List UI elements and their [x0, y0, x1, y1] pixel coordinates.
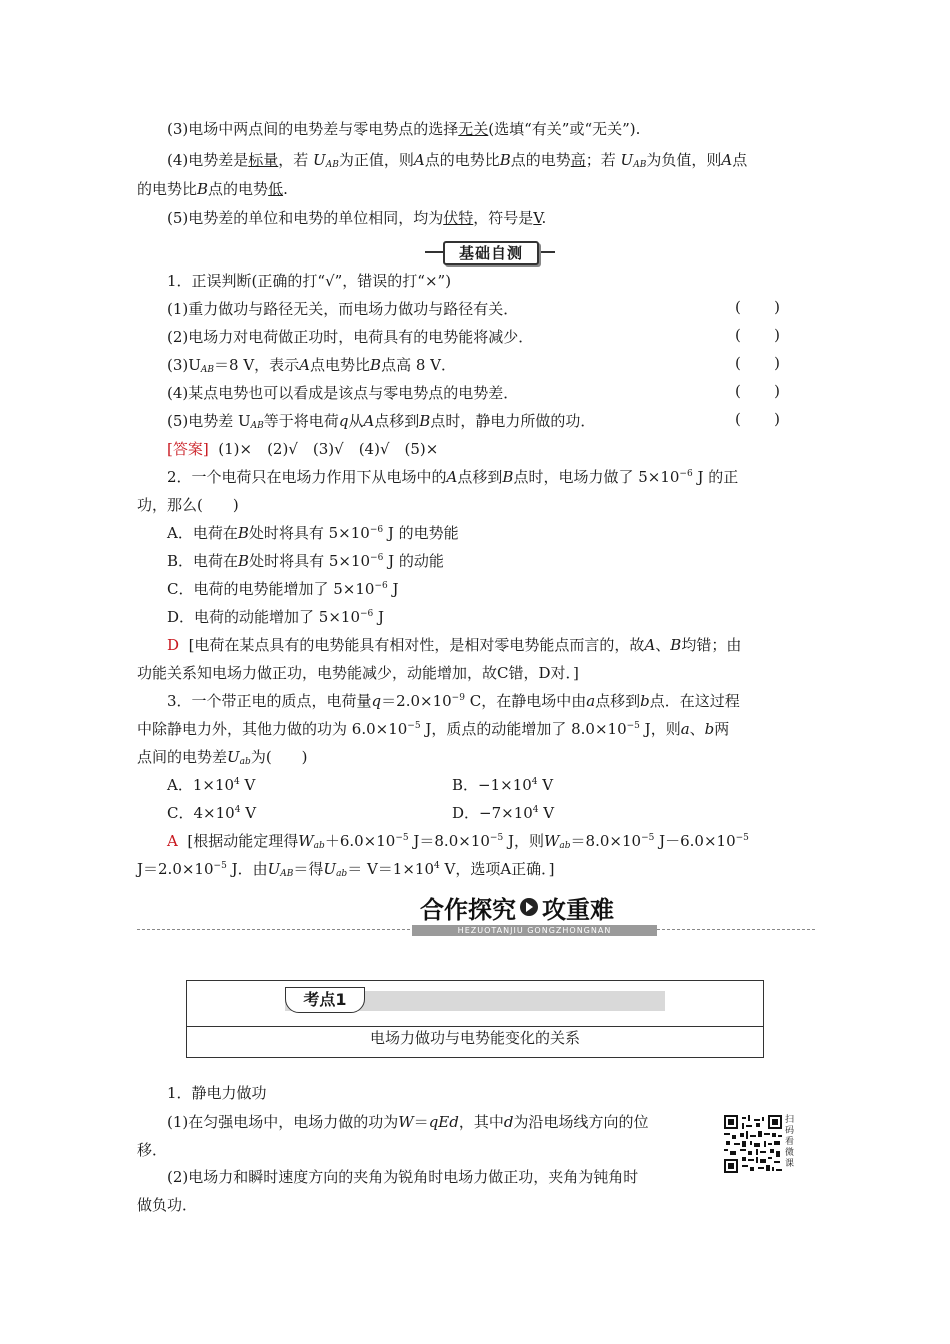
bottom-para-2-line2: 做负功． [137, 1196, 198, 1214]
key-point-tab: 考点1 [285, 987, 365, 1013]
arrow-icon [520, 898, 538, 916]
q3-stem-line3: 点间的电势差$U_{ab}$为( ) [137, 748, 308, 767]
answer-label: [答案] [167, 440, 209, 458]
q2-option-d: D．电荷的动能增加了 $5\times 10^{-6}$ J [167, 608, 385, 626]
q3-explanation-line1: A [根据动能定理得$W_{ab}+6.0\times 10^{-5}$ $J=8.0\times 10^{-5}$ J，则$W_{ab}=8.0\times 10^{-5}$ $J-6.0\times 10^{-5}$ [167, 832, 749, 851]
para-3: (3)电场中两点间的电势差与零电势点的选择无关(选填“有关”或“无关”). [167, 120, 641, 138]
q1-stem: 1．正误判断(正确的打“√”，错误的打“×”) [167, 272, 452, 290]
q3-stem-line2: 中除静电力外，其他力做的功为 $6.0\times 10^{-5}$ J，质点的动能增加了 $8.0\times 10^{-5}$ J，则a、b两 [137, 720, 730, 738]
q1-item-5-paren: ( ) [735, 410, 780, 428]
q3-option-b: B．$-1\times 10^4$ V [452, 776, 554, 794]
q1-item-1: (1)重力做功与路径无关，而电场力做功与路径有关． [167, 300, 519, 318]
cooperative-inquiry-banner [420, 892, 614, 922]
bottom-para-1-line1: (1)在匀强电场中，电场力做的功为W＝qEd，其中d为沿电场线方向的位 [167, 1113, 649, 1131]
bottom-para-1-line2: 移． [137, 1141, 168, 1159]
para-4-line2: 的电势比B点的电势低. [137, 180, 288, 198]
bottom-para-2-line1: (2)电场力和瞬时速度方向的夹角为锐角时电场力做正功，夹角为钝角时 [167, 1168, 639, 1186]
para-4-line1: (4)电势差是标量，若 $U_{AB}$为正值，则A点的电势比B点的电势高；若 $U_{AB}$为负值，则A点 [167, 151, 748, 170]
q1-item-5: (5)电势差 $U_{AB}$等于将电荷q从A点移到B点时，静电力所做的功． [167, 412, 596, 431]
banner-left-text: 合作探究 [420, 895, 516, 924]
self-test-banner [425, 241, 555, 263]
q3-option-d: D．$-7\times 10^4$ V [452, 804, 555, 822]
q2-explanation-line2: 功能关系知电场力做正功，电势能减少，动能增加，故C错，D对．] [137, 664, 579, 682]
qr-code-icon[interactable] [724, 1115, 782, 1173]
q2-stem-line2: 功，那么( ) [137, 496, 239, 514]
self-test-banner-label: 基础自测 [443, 241, 539, 265]
q1-answer: [答案] (1)× (2)√ (3)√ (4)√ (5)× [167, 440, 439, 458]
section-heading-1: 1．静电力做功 [167, 1084, 267, 1102]
q2-stem-line1: 2．一个电荷只在电场力作用下从电场中的A点移到B点时，电场力做了 $5\times 10^{-6}$ J 的正 [167, 468, 739, 486]
q2-option-a: A．电荷在B处时将具有 $5\times 10^{-6}$ J 的电势能 [167, 524, 459, 542]
q3-option-c: C．$4\times 10^4$ V [167, 804, 257, 822]
q1-item-1-paren: ( ) [735, 298, 780, 316]
q2-option-b: B．电荷在B处时将具有 $5\times 10^{-6}$ J 的动能 [167, 552, 444, 570]
q3-stem-line1: 3．一个带正电的质点，电荷量$q=2.0\times 10^{-9}$ C，在静电场中由a点移到b点．在这过程 [167, 692, 740, 710]
q1-item-3: $(3)U_{AB}=8$ V，表示A点电势比B点高 8 V． [167, 356, 456, 375]
q3-explanation-line2: $J=2.0\times 10^{-5}$ J．由$U_{AB}=$得$U_{ab}= V=1\times 10^4$ V，选项A正确．] [137, 860, 555, 879]
qr-label: 扫码看微课 [785, 1115, 795, 1169]
q1-item-2: (2)电场力对电荷做正功时，电荷具有的电势能将减少． [167, 328, 534, 346]
q2-option-c: C．电荷的电势能增加了 $5\times 10^{-6}$ J [167, 580, 399, 598]
q3-answer: A [167, 832, 178, 850]
q3-option-a: A．$1\times 10^4$ V [167, 776, 256, 794]
para-5: (5)电势差的单位和电势的单位相同，均为伏特，符号是V. [167, 209, 547, 227]
q1-item-3-paren: ( ) [735, 354, 780, 372]
q1-item-4-paren: ( ) [735, 382, 780, 400]
banner-right-text: 攻重难 [542, 895, 614, 924]
banner-pinyin: HEZUOTANJIU GONGZHONGNAN [412, 925, 657, 936]
q1-item-4: (4)某点电势也可以看成是该点与零电势点的电势差． [167, 384, 519, 402]
q2-explanation-line1: D [电荷在某点具有的电势能具有相对性，是相对零电势能点而言的，故A、B均错；由 [167, 636, 742, 654]
key-point-title: 电场力做功与电势能变化的关系 [369, 1029, 580, 1047]
q2-answer: D [167, 636, 180, 654]
q1-item-2-paren: ( ) [735, 326, 780, 344]
